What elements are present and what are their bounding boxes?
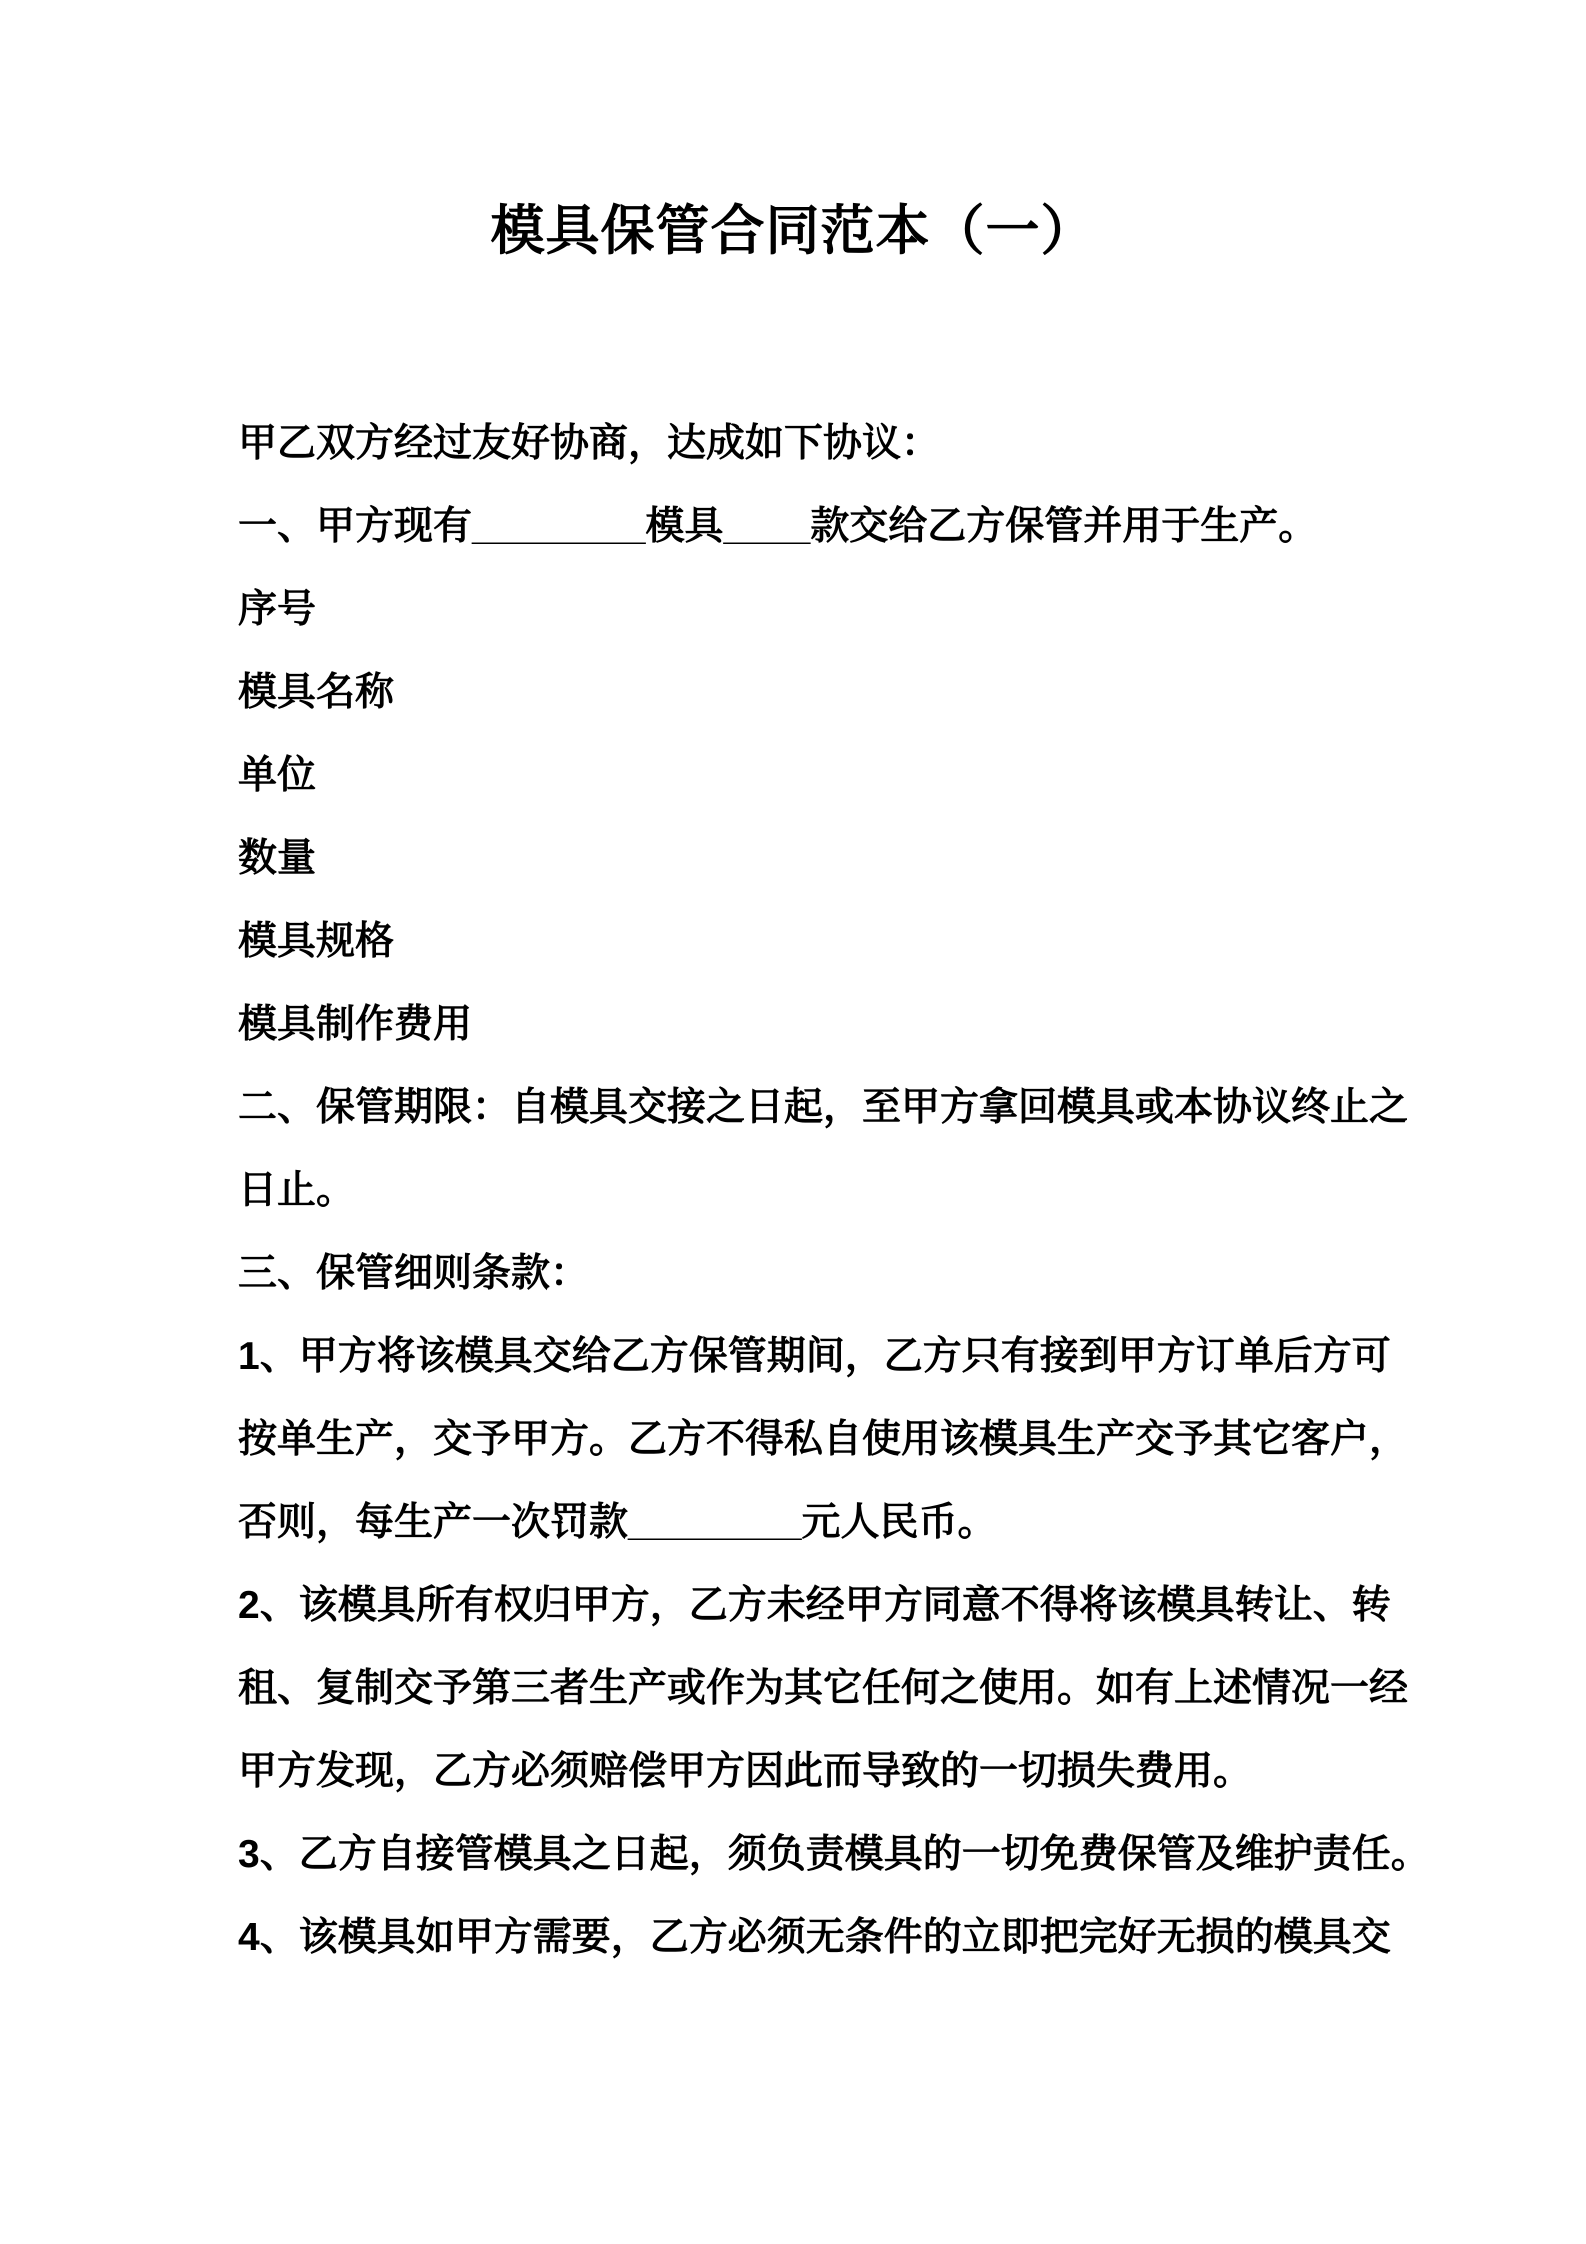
line-item-1c: 否则，每生产一次罚款________元人民币。 <box>238 1501 997 1544</box>
line-field-serial: 序号 <box>238 588 317 631</box>
line-item-4: 4、该模具如甲方需要，乙方必须无条件的立即把完好无损的模具交 <box>238 1916 1391 1959</box>
document-body <box>238 402 1430 1979</box>
line-field-mold-spec: 模具规格 <box>238 920 395 963</box>
line-item-2a: 2、该模具所有权归甲方，乙方未经甲方同意不得将该模具转让、转 <box>238 1584 1391 1627</box>
line-clause-two-b: 日止。 <box>238 1169 356 1212</box>
line-item-2c: 甲方发现，乙方必须赔偿甲方因此而导致的一切损失费用。 <box>238 1750 1253 1793</box>
line-item-2b: 租、复制交予第三者生产或作为其它任何之使用。如有上述情况一经 <box>238 1667 1409 1710</box>
line-clause-one: 一、甲方现有________模具____款交给乙方保管并用于生产。 <box>238 505 1318 548</box>
line-field-quantity: 数量 <box>238 837 317 880</box>
line-item-1a: 1、甲方将该模具交给乙方保管期间，乙方只有接到甲方订单后方可 <box>238 1335 1391 1378</box>
line-field-mold-name: 模具名称 <box>238 671 395 714</box>
line-field-unit: 单位 <box>238 754 317 797</box>
document-title: 模具保管合同范本（一） <box>490 201 1096 261</box>
line-preamble: 甲乙双方经过友好协商，达成如下协议： <box>238 422 941 465</box>
line-clause-two-a: 二、保管期限：自模具交接之日起，至甲方拿回模具或本协议终止之 <box>238 1086 1409 1129</box>
line-item-3: 3、乙方自接管模具之日起，须负责模具的一切免费保管及维护责任。 <box>238 1833 1430 1876</box>
line-clause-three: 三、保管细则条款： <box>238 1252 590 1295</box>
line-item-1b: 按单生产，交予甲方。乙方不得私自使用该模具生产交予其它客户， <box>238 1418 1409 1461</box>
line-field-mold-cost: 模具制作费用 <box>238 1003 473 1046</box>
